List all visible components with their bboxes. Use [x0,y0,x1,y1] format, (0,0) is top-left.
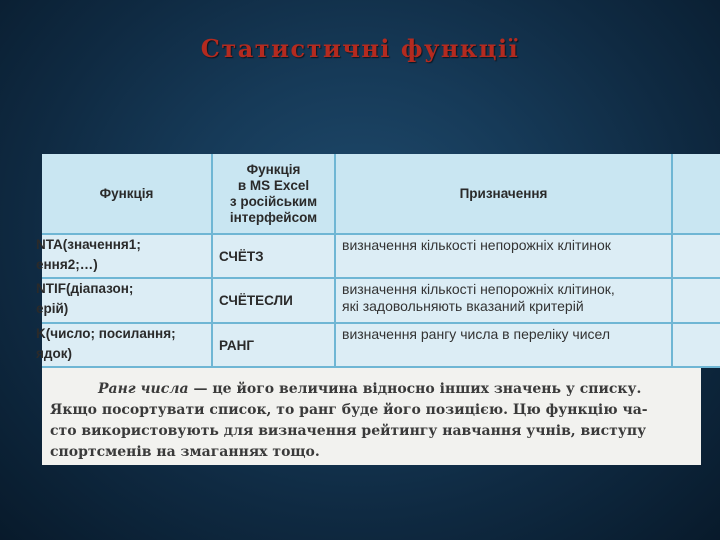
header-function-label: Функція [99,186,154,201]
function-text: NTIF(діапазон; [36,281,134,296]
textbook-page-image [36,154,701,465]
function-text: K(число; посилання; [36,326,176,341]
purpose-text: які задовольняють вказаний критерій [342,298,584,314]
table-row-2-purpose [336,281,671,322]
column-divider [671,154,673,368]
paragraph-text: — це його величина відносно інших значень у списку. [188,381,642,397]
paragraph-line: Якщо посортувати список, то ранг буде його позицією. Цю функцію ча- [50,402,648,418]
header-ms-excel-line: Функція [246,161,301,177]
slide-title: Статистичні функції [200,34,520,63]
ru-name-text: РАНГ [219,337,254,353]
paragraph-line: сто використовують для визначення рейтингу навчання учнів, виступу [50,423,647,439]
purpose-text: визначення кількості непорожніх клітинок, [342,281,615,297]
purpose-text: визначення рангу числа в переліку чисел [342,326,611,342]
function-text: ерій) [36,301,69,316]
function-text: NTA(значення1; [36,237,141,252]
ru-name-text: СЧЁТЗ [219,248,264,264]
header-purpose [336,154,671,233]
header-purpose-label: Призначення [459,186,548,201]
functions-table [36,154,720,368]
row-divider [42,366,720,368]
table-row-3-ru-name [213,324,334,366]
paragraph-line: спортсменів на змаганнях тощо. [50,444,320,460]
table-row-3-function [36,324,211,366]
purpose-text: визначення кількості непорожніх клітинок [342,237,611,253]
function-text: ядок) [36,346,72,361]
definition-paragraph [50,379,698,463]
paragraph-line [98,379,698,400]
table-row-2-ru-name [213,279,334,322]
table-row-2-function [36,279,211,322]
header-function [42,154,211,233]
ru-name-text: СЧЁТЕСЛИ [219,293,293,308]
function-text: ення2;…) [36,257,98,272]
table-row-1-ru-name [213,235,334,277]
table-row-1-function [36,235,211,277]
header-ms-excel-line: з російським [229,193,318,209]
header-ms-excel [213,154,334,233]
term-rank: Ранг числа [98,381,189,397]
header-ms-excel-line: в MS Excel [237,177,310,193]
table-row-3-purpose [336,326,671,366]
header-ms-excel-line: інтерфейсом [229,209,318,225]
table-row-1-purpose [336,237,671,277]
